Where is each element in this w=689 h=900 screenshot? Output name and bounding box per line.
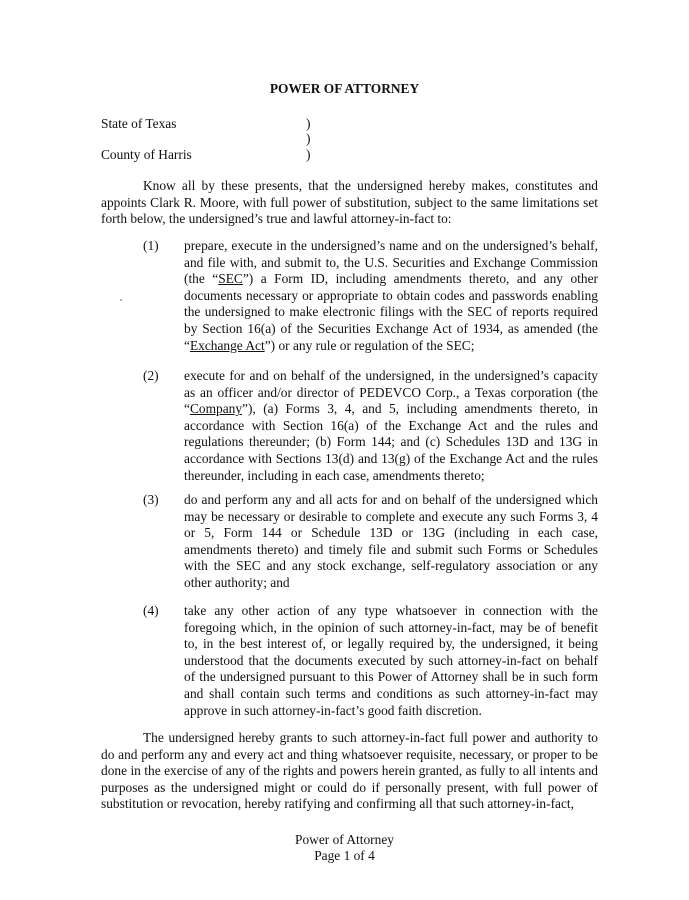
defined-term-exchange-act: Exchange Act <box>189 337 265 353</box>
venue-bracket: ) <box>306 116 311 131</box>
intro-paragraph: Know all by these presents, that the undersigned hereby makes, constitutes and appoints Clark R. Moore, with full power of substitution, subject to the same limitations set forth below, the undersigned’s true and lawful attorney-in-fact to: <box>101 178 598 227</box>
list-item-text: do and perform any and all acts for and on behalf of the undersigned which may be necessary or desirable to complete and execute any such Forms 3, 4 or 5, Form 144 or Schedule 13D or 13G (including in each case, amendments thereto) and timely file and submit such Forms or Schedules with the SEC and any stock exchange, self-regulatory association or any other authority; and <box>184 492 598 590</box>
closing-paragraph: The undersigned hereby grants to such attorney-in-fact full power and authority to do and perform any and every act and thing whatsoever requisite, necessary, or proper to be done in the exercise of any of the rights and powers herein granted, as fully to all intents and purposes as the undersigned might or could do if personally present, with full power of substitution or revocation, hereby ratifying and confirming all that such attorney-in-fact, <box>101 730 598 812</box>
list-item-number: (3) <box>143 492 159 507</box>
venue-bracket: ) <box>306 147 311 162</box>
list-item-number: (2) <box>143 368 159 383</box>
defined-term-sec: SEC <box>218 271 243 287</box>
venue-county: County of Harris <box>101 147 192 162</box>
venue-bracket: ) <box>306 131 311 146</box>
scan-speck <box>120 299 122 301</box>
list-item-text: take any other action of any type whatsoever in connection with the foregoing which, in the opinion of such attorney-in-fact, may be of benefit to, in the best interest of, or legally required by, the undersigned, it being understood that the documents executed by such attorney-in-fact on behalf of the undersigned pursuant to this Power of Attorney shall be in such form and shall contain such terms and conditions as such attorney-in-fact may approve in such attorney-in-fact’s good faith discretion. <box>184 603 598 718</box>
footer-title: Power of Attorney <box>295 832 394 847</box>
defined-term-company: Company <box>189 401 243 417</box>
footer-page-number: Page 1 of 4 <box>314 848 375 863</box>
document-title: POWER OF ATTORNEY <box>269 81 420 96</box>
venue-state: State of Texas <box>101 116 177 131</box>
list-item-number: (1) <box>143 238 159 253</box>
list-item-text: execute for and on behalf of the undersigned, in the undersigned’s capacity as an officer and/or director of PEDEVCO Corp., a Texas corporation (the “Company”), (a) Forms 3, 4, and 5, including amendments thereto, in accordance with Section 16(a) of the Exchange Act and the rules and regulations thereunder; (b) Form 144; and (c) Schedules 13D and 13G in accordance with Sections 13(d) and 13(g) of the Exchange Act and the rules thereunder, including in each case, amendments thereto; <box>184 368 598 483</box>
list-item-number: (4) <box>143 603 159 618</box>
list-item-text: prepare, execute in the undersigned’s name and on the undersigned’s behalf, and file with, and submit to, the U.S. Securities and Exchange Commission (the “SEC”) a Form ID, including amendments thereto, and any other documents necessary or appropriate to obtain codes and passwords enabling the undersigned to make electronic filings with the SEC of reports required by Section 16(a) of the Securities Exchange Act of 1934, as amended (the “Exchange Act”) or any rule or regulation of the SEC; <box>184 238 599 353</box>
